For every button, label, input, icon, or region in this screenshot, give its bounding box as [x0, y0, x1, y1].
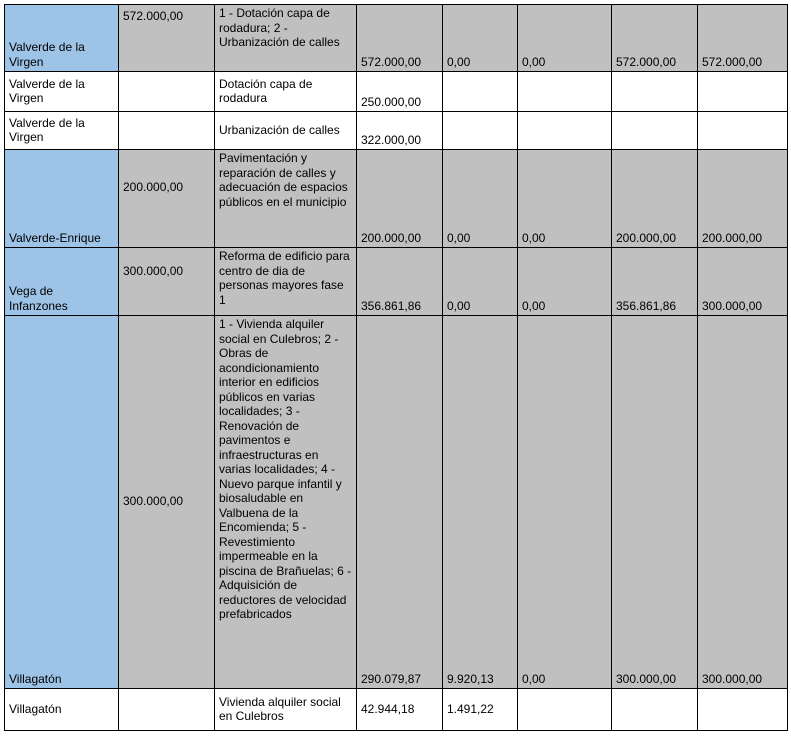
table-row — [5, 72, 788, 112]
value-cell: 572.000,00 — [612, 5, 698, 72]
asignacion-cell — [119, 112, 215, 150]
value-cell — [698, 72, 788, 112]
value-cell: 200.000,00 — [612, 150, 698, 248]
table-row — [5, 112, 788, 150]
presupuesto-cell: 322.000,00 — [357, 112, 443, 150]
actuacion-cell: Pavimentación y reparación de calles y adecuación de espacios públicos en el municipio — [215, 150, 357, 248]
table-row — [5, 248, 788, 316]
value-cell: 300.000,00 — [612, 316, 698, 689]
presupuesto-cell: 290.079,87 — [357, 316, 443, 689]
value-cell — [518, 72, 612, 112]
value-cell: 1.491,22 — [443, 689, 518, 731]
value-cell: 0,00 — [443, 5, 518, 72]
value-cell — [612, 72, 698, 112]
asignacion-cell: 300.000,00 — [119, 248, 215, 316]
value-cell — [518, 112, 612, 150]
asignacion-cell: 572.000,00 — [119, 5, 215, 72]
value-cell — [612, 689, 698, 731]
actuacion-cell: Urbanización de calles — [215, 112, 357, 150]
investment-table — [4, 4, 788, 731]
value-cell: 300.000,00 — [698, 248, 788, 316]
value-cell — [443, 112, 518, 150]
actuacion-cell: 1 - Vivienda alquiler social en Culebros; 2 - Obras de acondicionamiento interior en edificios públicos en varias localidades; 3 - Renovación de pavimentos e infraestructuras en varias localidades; 4 - Nuevo parque infantil y biosaludable en Valbuena de la Encomienda; 5 - Revestimiento impermeable en la piscina de Brañuelas; 6 - Adquisición de reductores de velocidad prefabricados — [215, 316, 357, 689]
value-cell: 356.861,86 — [612, 248, 698, 316]
value-cell: 300.000,00 — [698, 316, 788, 689]
presupuesto-cell: 200.000,00 — [357, 150, 443, 248]
municipio-cell: Valverde-Enrique — [5, 150, 119, 248]
value-cell: 572.000,00 — [698, 5, 788, 72]
value-cell: 0,00 — [518, 316, 612, 689]
municipio-cell: Villagatón — [5, 316, 119, 689]
presupuesto-cell: 356.861,86 — [357, 248, 443, 316]
table-row — [5, 689, 788, 731]
municipio-cell: Valverde de la Virgen — [5, 72, 119, 112]
table-row — [5, 150, 788, 248]
actuacion-cell: Dotación capa de rodadura — [215, 72, 357, 112]
municipio-cell: Valverde de la Virgen — [5, 5, 119, 72]
value-cell — [518, 689, 612, 731]
value-cell: 200.000,00 — [698, 150, 788, 248]
value-cell — [443, 72, 518, 112]
asignacion-cell: 200.000,00 — [119, 150, 215, 248]
actuacion-cell: Reforma de edificio para centro de dia de personas mayores fase 1 — [215, 248, 357, 316]
value-cell — [698, 112, 788, 150]
value-cell — [698, 689, 788, 731]
value-cell: 0,00 — [518, 5, 612, 72]
municipio-cell: Valverde de la Virgen — [5, 112, 119, 150]
presupuesto-cell: 42.944,18 — [357, 689, 443, 731]
asignacion-cell: 300.000,00 — [119, 316, 215, 689]
value-cell — [612, 112, 698, 150]
municipio-cell: Villagatón — [5, 689, 119, 731]
table-row — [5, 316, 788, 689]
municipio-cell: Vega de Infanzones — [5, 248, 119, 316]
actuacion-cell: Vivienda alquiler social en Culebros — [215, 689, 357, 731]
value-cell: 0,00 — [443, 248, 518, 316]
asignacion-cell — [119, 689, 215, 731]
asignacion-cell — [119, 72, 215, 112]
value-cell: 9.920,13 — [443, 316, 518, 689]
value-cell: 0,00 — [518, 150, 612, 248]
presupuesto-cell: 250.000,00 — [357, 72, 443, 112]
table-row — [5, 5, 788, 72]
actuacion-cell: 1 - Dotación capa de rodadura; 2 - Urbanización de calles — [215, 5, 357, 72]
presupuesto-cell: 572.000,00 — [357, 5, 443, 72]
value-cell: 0,00 — [443, 150, 518, 248]
value-cell: 0,00 — [518, 248, 612, 316]
